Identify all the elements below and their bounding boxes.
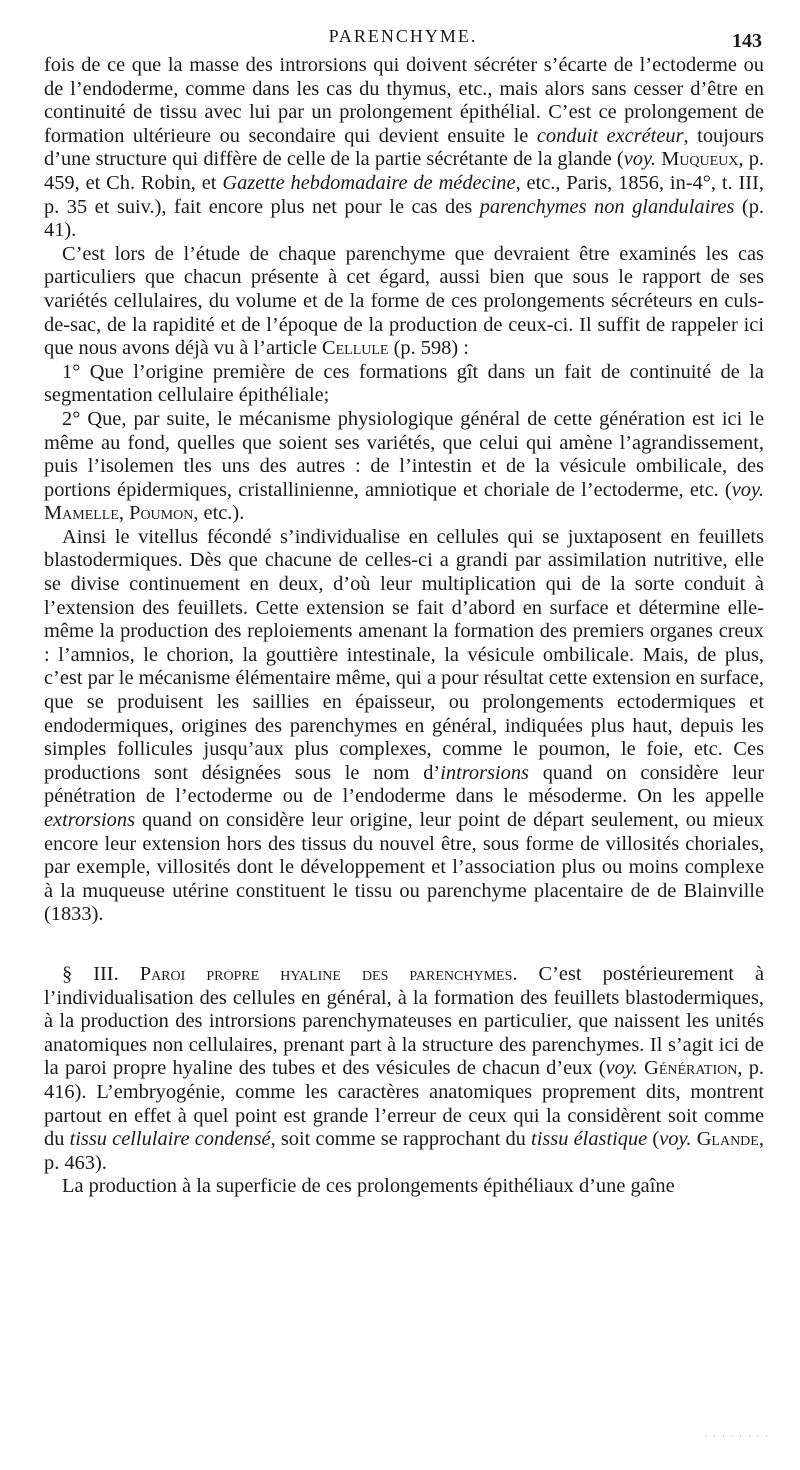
text-run: C’est lors de l’étude de chaque parenchyme que devraient être examinés les cas particuliers que chacun présente à cet égard, aussi bien que sous le rapport de ses variétés cellulaires, du volume et de la forme de ces prolongements sécréteurs en culs-de-sac, de la rapidité et de l’époque de la production de ceux-ci. Il suffit de rappeler ici que nous avons déjà vu à l’article [44, 242, 764, 360]
text-run: quand on considère leur pénétration de l’ectoderme ou de l’endoderme dans le mésoderme. On les appelle [44, 761, 765, 808]
paragraph [44, 54, 764, 243]
page-header [44, 26, 762, 54]
text-run: (p. 598) : [388, 337, 469, 360]
text-run: 2° Que, par suite, le mécanisme physiologique général de cette génération est ici le même au fond, quelles que soient ses variétés, que celui qui amène l’agrandissement, puis l’isolemen tles uns des autres : de l’intestin et de la vésicule ombilicale, des portions épidermiques, cristallinienne, amniotique et choriale de l’ectoderme, etc. ( [44, 407, 764, 501]
italic-run: extrorsions [44, 809, 136, 831]
text-run: La production à la superficie de ces prolongements épithéliaux d’une gaîne [62, 1175, 675, 1198]
small-caps-run: Glande [696, 1128, 759, 1151]
text-run: § III. [62, 962, 140, 985]
page-number: 143 [732, 30, 762, 52]
paragraph [44, 963, 764, 1175]
small-caps-run: Poumon [129, 502, 194, 525]
italic-run: voy. [623, 148, 657, 171]
body-text [44, 54, 764, 1199]
text-run: , p. 459, et Ch. Robin, et [44, 148, 764, 194]
italic-run: voy. [659, 1128, 692, 1151]
italic-run: voy. [605, 1057, 638, 1080]
text-run: , toujours d’une structure qui diffère de celle de la partie sécrétante de la glande ( [44, 124, 764, 171]
text-run: Ainsi le vitellus fécondé s’individualise en cellules qui se juxtaposent en feuillets blastodermiques. Dès que chacune de celles-ci a grandi par assimilation nutritive, elle se divise continuement en deux, d’où leur multiplication qui de la sorte conduit à l’extension des feuillets. Cette extension se fait d’abord en surface et détermine elle-même la production des reploiements amenant la formation des premiers organes creux : l’amnios, le chorion, la gouttière intestinale, la vésicule ombilicale. Mais, de plus, c’est par le mécanisme élémentaire même, qui a pour résultat cette extension en surface, que se produisent les saillies en épaisseur, ou prolongements ectodermiques et endodermiques, origines des parenchymes en général, indiquées plus haut, depuis les simples follicules jusqu’aux plus complexes, comme le poumon, le foie, etc. Ces productions sont désignées sous le nom d’ [44, 525, 764, 784]
text-run: , p. 463). [44, 1128, 764, 1174]
text-run: , p. 416). L’embryogénie, comme les caractères anatomiques proprement dits, montrent partout en effet à quel point est grande l’erreur de ceux qui la considèrent soit comme du [44, 1057, 764, 1151]
italic-run: Gazette hebdomadaire de médecine [222, 171, 516, 194]
paragraph [44, 526, 764, 927]
italic-run: tissu élastique [531, 1128, 648, 1151]
paragraph [44, 361, 764, 408]
italic-run: parenchymes non glandulaires [479, 195, 735, 218]
text-run: , [118, 502, 130, 525]
text-run: , etc., Paris, 1856, in-4°, t. III, p. 35 et suiv.), fait encore plus net pour le cas des [44, 171, 764, 218]
italic-run: introrsions [440, 761, 529, 784]
text-run: fois de ce que la masse des introrsions qui doivent sécréter s’écarte de l’ectoderme ou de l’endoderme, comme dans les cas du thymus, etc., mais alors sans cesser d’être en continuité de tissu avec lui par un prolongement épithélial. C’est ce prolongement de formation ultérieure ou secondaire qui devient ensuite le [44, 54, 764, 147]
small-caps-run: Cellule [322, 337, 389, 360]
paragraph [44, 408, 764, 526]
italic-run: conduit excréteur [536, 124, 684, 147]
small-caps-run: Muqueux [661, 148, 739, 171]
text-run: , etc.). [193, 502, 245, 525]
small-caps-run: Paroi propre hyaline des parenchymes [139, 962, 513, 985]
text-run: 1° Que l’origine première de ces formations gît dans un fait de continuité de la segmentation cellulaire épithéliale; [44, 360, 764, 407]
text-run: (p. 41). [44, 195, 764, 242]
italic-run: tissu cellulaire condensé [69, 1128, 271, 1151]
italic-run: voy. [731, 478, 764, 501]
running-title: PARENCHYME. [328, 26, 478, 46]
text-run: ( [647, 1128, 660, 1151]
text-run: . C’est postérieurement à l’individualisation des cellules en général, à la formation des feuillets blastodermiques, à la production des introrsions parenchymateuses en particulier, que naissent les unités anatomiques non cellulaires, prenant part à la structure des parenchymes. Il s’agit ici de la paroi propre hyaline des tubes et des vésicules de chacun d’eux ( [44, 962, 765, 1080]
small-caps-run: Génération [644, 1057, 738, 1080]
text-run: quand on considère leur origine, leur point de départ seulement, ou mieux encore leur extension hors des tissus du nouvel être, sous forme de villosités choriales, par exemple, villosités dont le développement et l’association plus ou moins complexe à la muqueuse utérine constituent le tissu ou parenchyme placentaire de de Blainville (1833). [44, 809, 764, 926]
print-mark: · · · · · · · · [704, 1432, 770, 1441]
paragraph [44, 243, 764, 361]
text-run: , soit comme se rapprochant du [270, 1128, 532, 1151]
paragraph [44, 1175, 764, 1199]
small-caps-run: Mamelle [44, 502, 119, 525]
